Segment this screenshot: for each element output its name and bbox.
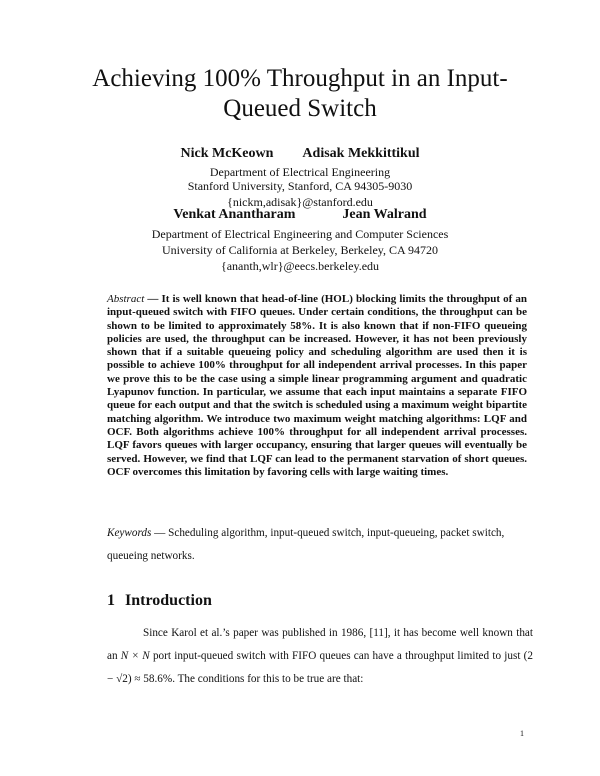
abstract-label: Abstract [107, 293, 145, 305]
author-name: Jean Walrand [342, 207, 427, 222]
affiliation-dept: Department of Electrical Engineering [209, 165, 391, 179]
affiliation-address: University of California at Berkeley, Berkeley, CA 94720 [161, 243, 439, 257]
section-number: 1 [107, 592, 115, 609]
affiliation-dept: Department of Electrical Engineering and Computer Sciences [151, 227, 449, 241]
author-name: Adisak Mekkittikul [302, 146, 420, 161]
paper-title: Achieving 100% Throughput in an Input-Queued Switch [92, 65, 508, 122]
keywords-label: Keywords [107, 527, 152, 539]
math-n-by-n: N × N [120, 650, 150, 662]
intro-paragraph [107, 622, 533, 691]
keywords [107, 522, 531, 568]
affiliation-address: Stanford University, Stanford, CA 94305-9030 [187, 179, 413, 193]
abstract-text: — It is well known that head-of-line (HOL) blocking limits the throughput of an input-queued switch with FIFO queues. Under certain conditions, the throughput can be shown to be limited to approximately 58%. It is also known that if non-FIFO queueing policies are used, the throughput can be increased. However, it has not been previously shown that if a suitable queueing policy and scheduling algorithm are used then it is possible to achieve 100% throughput for all independent arrival processes. In this paper we prove this to be the case using a simple linear programming argument and quadratic Lyapunov function. In particular, we assume that each input maintains a separate FIFO queue for each output and that the switch is scheduled using a maximum weight bipartite matching algorithm. We introduce two maximum weight matching algorithms: LQF and OCF. Both algorithms achieve 100% throughput for all independent arrival processes. LQF favors queues with larger occupancy, ensuring that larger queues will eventually be served. However, we find that LQF can lead to the permanent starvation of short queues. OCF overcomes this limitation by favoring cells with large waiting times. [107, 293, 527, 478]
author-line-2 [0, 207, 600, 223]
page-number: 1 [520, 729, 524, 738]
math-throughput-limit: (2 − √2) ≈ 58.6% [107, 650, 533, 685]
keywords-text: — Scheduling algorithm, input-queued switch, input-queueing, packet switch, queueing networks. [107, 527, 505, 562]
author-name: Venkat Anantharam [173, 207, 296, 222]
section-title: Introduction [125, 592, 212, 609]
author-name: Nick McKeown [180, 146, 274, 161]
affiliation-email: {nickm,adisak}@stanford.edu [227, 195, 373, 209]
abstract [107, 293, 527, 479]
author-line-1 [0, 146, 600, 162]
intro-text: . The conditions for this to be true are that: [172, 673, 364, 685]
affiliation-email: {ananth,wlr}@eecs.berkeley.edu [220, 259, 380, 273]
intro-text: Since Karol et al.’s paper was published in 1986, [11], it has become well known that an [107, 627, 533, 662]
section-heading [107, 592, 212, 610]
intro-text: port input-queued switch with FIFO queues can have a throughput limited to just [149, 650, 524, 662]
